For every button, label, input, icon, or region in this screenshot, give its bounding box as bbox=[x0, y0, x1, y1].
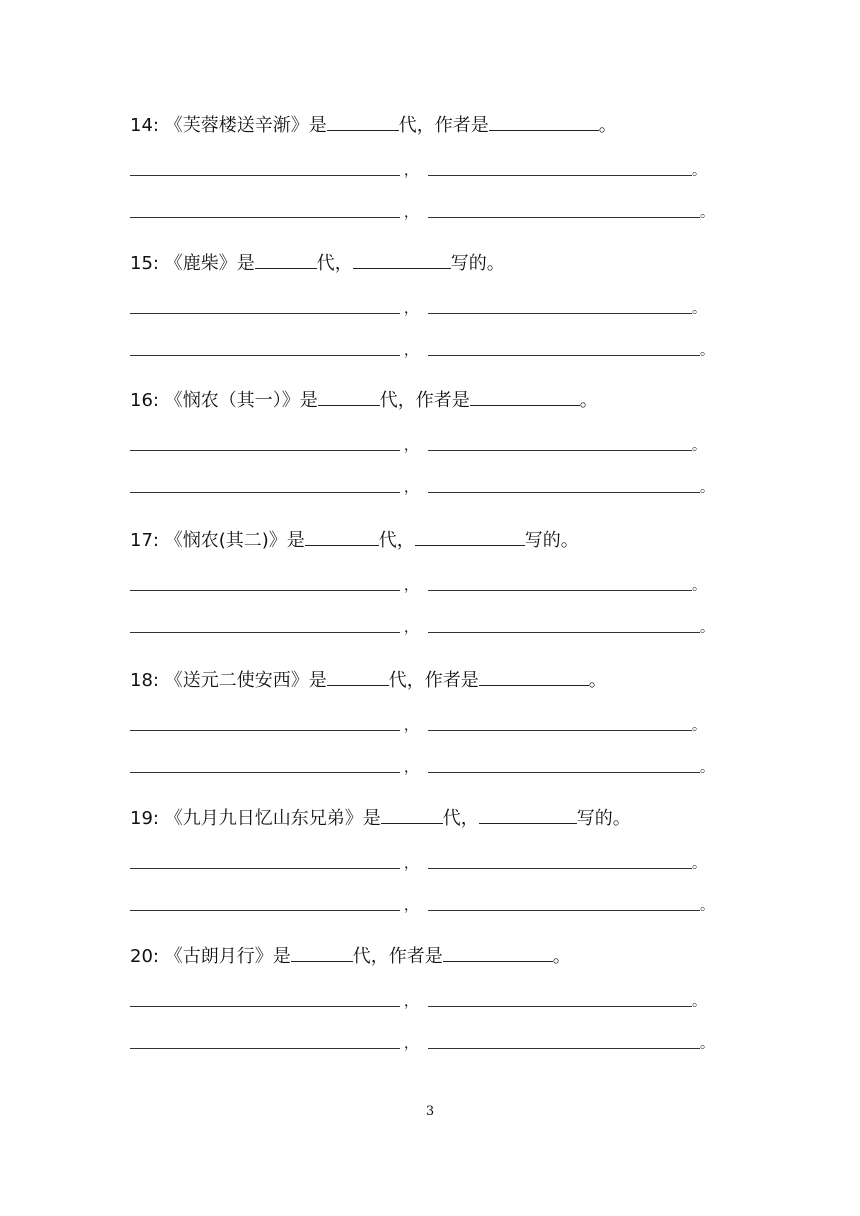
answer-line bbox=[130, 204, 730, 224]
comma: ， bbox=[404, 994, 418, 1010]
period: 。 bbox=[700, 1036, 714, 1052]
answer-blank[interactable] bbox=[130, 162, 400, 176]
poem-title: 《送元二使安西》 bbox=[164, 670, 309, 691]
answer-line bbox=[130, 993, 730, 1013]
question-text: 是 bbox=[299, 390, 318, 411]
question-20 bbox=[130, 943, 571, 969]
answer-line bbox=[130, 855, 730, 875]
question-text: 。 bbox=[598, 115, 617, 136]
poem-title: 《芙蓉楼送辛渐》 bbox=[164, 115, 309, 136]
answer-line bbox=[130, 479, 730, 499]
period: 。 bbox=[692, 718, 706, 734]
comma: ， bbox=[404, 301, 418, 317]
question-text: 。 bbox=[579, 390, 598, 411]
author-blank[interactable] bbox=[479, 667, 589, 686]
answer-blank[interactable] bbox=[428, 342, 700, 356]
question-text: 代，作者是 bbox=[398, 115, 489, 136]
answer-blank[interactable] bbox=[428, 300, 692, 314]
question-14 bbox=[130, 112, 617, 138]
comma: ， bbox=[404, 438, 418, 454]
period: 。 bbox=[692, 578, 706, 594]
answer-line bbox=[130, 342, 730, 362]
period: 。 bbox=[700, 898, 714, 914]
comma: ， bbox=[404, 205, 418, 221]
dynasty-blank[interactable] bbox=[381, 805, 443, 824]
period: 。 bbox=[700, 343, 714, 359]
answer-blank[interactable] bbox=[428, 437, 692, 451]
answer-blank[interactable] bbox=[428, 619, 700, 633]
dynasty-blank[interactable] bbox=[291, 943, 353, 962]
page-number: 3 bbox=[425, 1104, 435, 1119]
answer-blank[interactable] bbox=[130, 717, 400, 731]
question-text: 是 bbox=[236, 253, 255, 274]
author-blank[interactable] bbox=[353, 250, 451, 269]
comma: ， bbox=[404, 856, 418, 872]
author-blank[interactable] bbox=[443, 943, 553, 962]
answer-line bbox=[130, 1035, 730, 1055]
question-text: 代，作者是 bbox=[388, 670, 479, 691]
period: 。 bbox=[700, 205, 714, 221]
author-blank[interactable] bbox=[479, 805, 577, 824]
answer-blank[interactable] bbox=[130, 577, 400, 591]
period: 。 bbox=[692, 438, 706, 454]
answer-blank[interactable] bbox=[130, 437, 400, 451]
question-number: 20: bbox=[130, 946, 159, 967]
answer-blank[interactable] bbox=[130, 855, 400, 869]
comma: ， bbox=[404, 898, 418, 914]
author-blank[interactable] bbox=[489, 112, 599, 131]
answer-blank[interactable] bbox=[130, 897, 400, 911]
answer-blank[interactable] bbox=[428, 717, 692, 731]
poem-title: 《悯农(其二)》 bbox=[164, 530, 287, 551]
question-19 bbox=[130, 805, 631, 831]
question-text: 是 bbox=[286, 530, 305, 551]
period: 。 bbox=[692, 994, 706, 1010]
question-text: 是 bbox=[308, 670, 327, 691]
period: 。 bbox=[700, 620, 714, 636]
comma: ， bbox=[404, 620, 418, 636]
answer-blank[interactable] bbox=[428, 897, 700, 911]
dynasty-blank[interactable] bbox=[318, 387, 380, 406]
answer-line bbox=[130, 717, 730, 737]
question-15 bbox=[130, 250, 505, 276]
question-18 bbox=[130, 667, 607, 693]
answer-line bbox=[130, 577, 730, 597]
answer-blank[interactable] bbox=[130, 1035, 400, 1049]
answer-line bbox=[130, 300, 730, 320]
answer-blank[interactable] bbox=[130, 759, 400, 773]
question-text: 写的。 bbox=[524, 530, 579, 551]
comma: ， bbox=[404, 343, 418, 359]
question-text: 代， bbox=[378, 530, 415, 551]
dynasty-blank[interactable] bbox=[305, 527, 379, 546]
answer-line bbox=[130, 162, 730, 182]
question-text: 是 bbox=[362, 808, 381, 829]
question-16 bbox=[130, 387, 598, 413]
answer-line bbox=[130, 897, 730, 917]
answer-blank[interactable] bbox=[428, 855, 692, 869]
answer-line bbox=[130, 619, 730, 639]
question-number: 14: bbox=[130, 115, 159, 136]
answer-blank[interactable] bbox=[428, 993, 692, 1007]
answer-blank[interactable] bbox=[428, 1035, 700, 1049]
period: 。 bbox=[700, 760, 714, 776]
question-text: 。 bbox=[588, 670, 607, 691]
comma: ， bbox=[404, 163, 418, 179]
question-text: 代，作者是 bbox=[352, 946, 443, 967]
comma: ， bbox=[404, 480, 418, 496]
question-text: 代， bbox=[316, 253, 353, 274]
question-text: 代， bbox=[442, 808, 479, 829]
answer-blank[interactable] bbox=[130, 619, 400, 633]
poem-title: 《鹿柴》 bbox=[164, 253, 237, 274]
dynasty-blank[interactable] bbox=[327, 667, 389, 686]
answer-blank[interactable] bbox=[130, 300, 400, 314]
answer-blank[interactable] bbox=[130, 204, 400, 218]
period: 。 bbox=[692, 301, 706, 317]
answer-blank[interactable] bbox=[130, 342, 400, 356]
answer-blank[interactable] bbox=[428, 162, 692, 176]
comma: ， bbox=[404, 1036, 418, 1052]
question-number: 15: bbox=[130, 253, 159, 274]
question-17 bbox=[130, 527, 579, 553]
answer-blank[interactable] bbox=[130, 993, 400, 1007]
answer-blank[interactable] bbox=[130, 479, 400, 493]
question-text: 写的。 bbox=[450, 253, 505, 274]
question-number: 19: bbox=[130, 808, 159, 829]
author-blank[interactable] bbox=[415, 527, 525, 546]
poem-title: 《悯农（其一）》 bbox=[164, 390, 300, 411]
answer-blank[interactable] bbox=[428, 204, 700, 218]
question-text: 是 bbox=[308, 115, 327, 136]
author-blank[interactable] bbox=[470, 387, 580, 406]
question-number: 16: bbox=[130, 390, 159, 411]
question-text: 。 bbox=[552, 946, 571, 967]
dynasty-blank[interactable] bbox=[255, 250, 317, 269]
answer-line bbox=[130, 437, 730, 457]
poem-title: 《九月九日忆山东兄弟》 bbox=[164, 808, 363, 829]
comma: ， bbox=[404, 578, 418, 594]
answer-blank[interactable] bbox=[428, 759, 700, 773]
question-number: 18: bbox=[130, 670, 159, 691]
comma: ， bbox=[404, 760, 418, 776]
question-text: 是 bbox=[272, 946, 291, 967]
comma: ， bbox=[404, 718, 418, 734]
answer-blank[interactable] bbox=[428, 479, 700, 493]
dynasty-blank[interactable] bbox=[327, 112, 399, 131]
answer-blank[interactable] bbox=[428, 577, 692, 591]
period: 。 bbox=[692, 856, 706, 872]
poem-title: 《古朗月行》 bbox=[164, 946, 273, 967]
period: 。 bbox=[700, 480, 714, 496]
period: 。 bbox=[692, 163, 706, 179]
question-number: 17: bbox=[130, 530, 159, 551]
answer-line bbox=[130, 759, 730, 779]
question-text: 代，作者是 bbox=[379, 390, 470, 411]
question-text: 写的。 bbox=[576, 808, 631, 829]
